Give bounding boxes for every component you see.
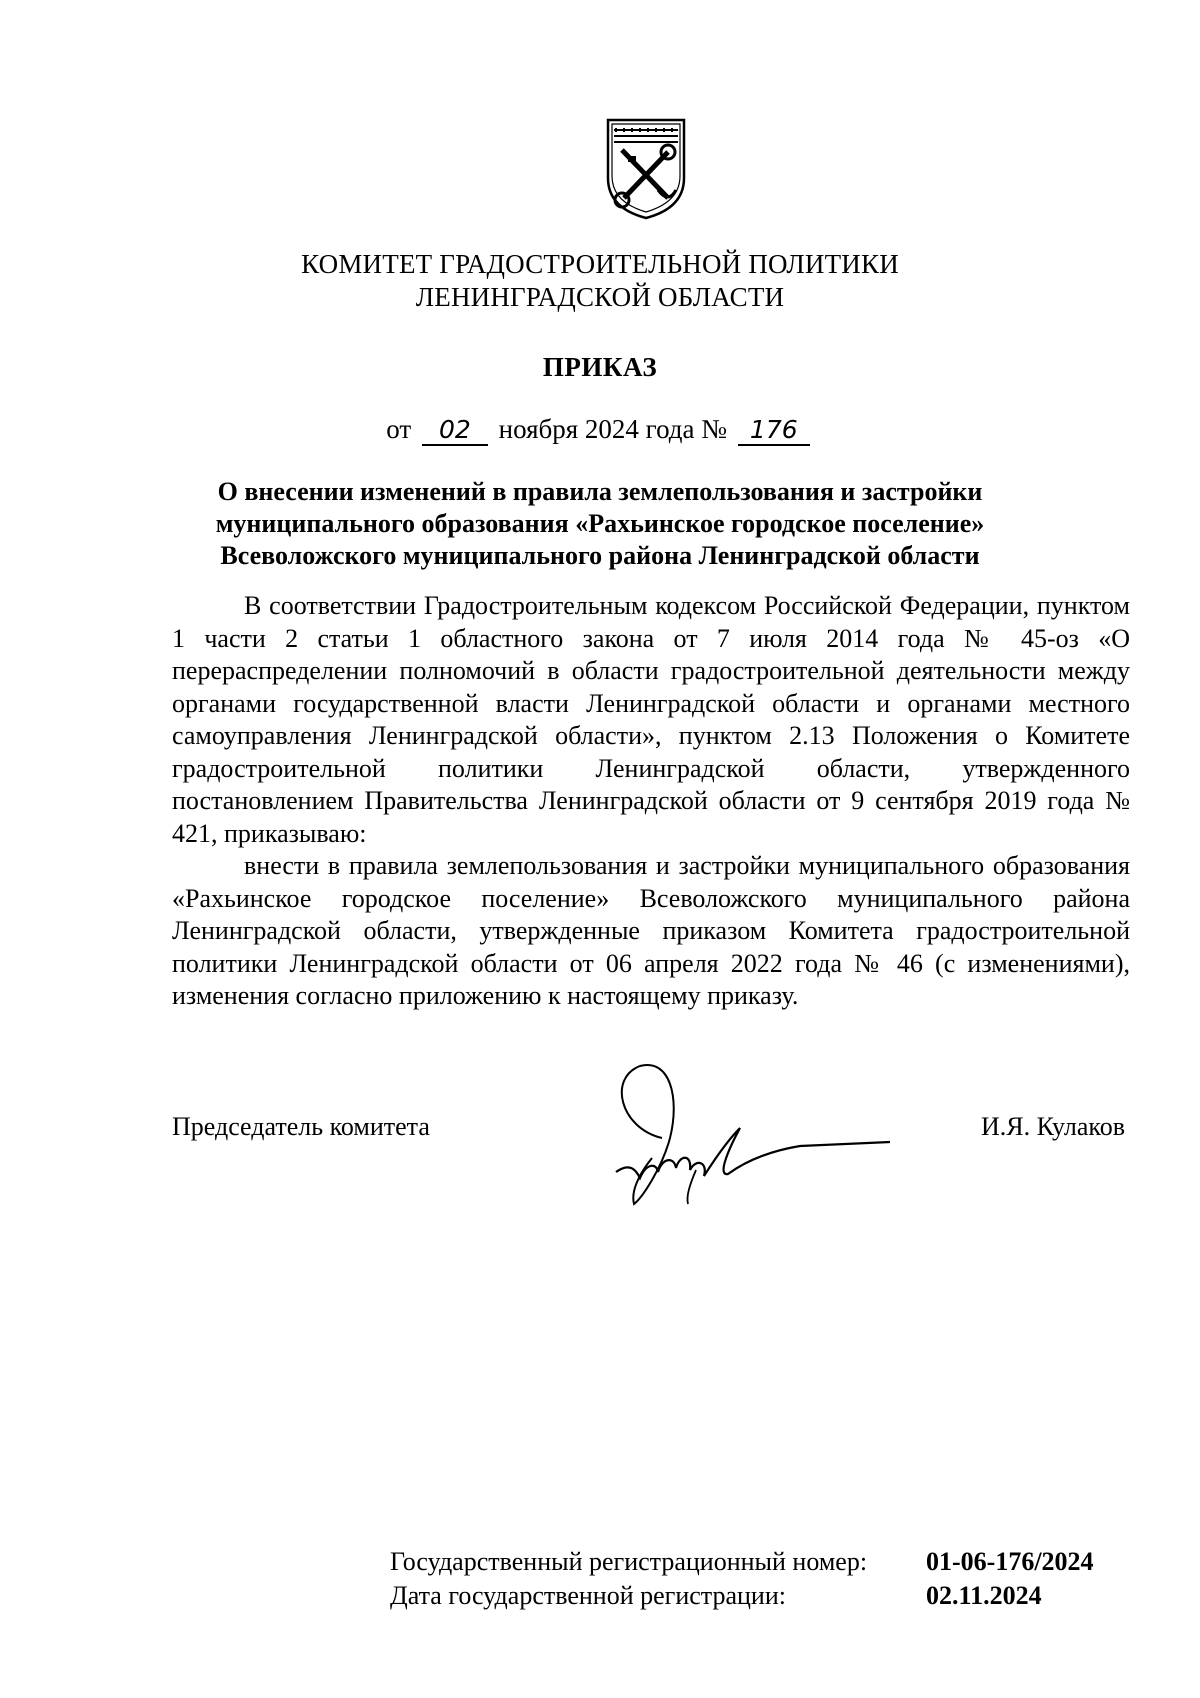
body-paragraph-2: внести в правила землепользования и застройки муниципального образования «Рахьинское городское поселение» Всеволожского муниципального района Ленинградской области, утвержденные приказом Комитета градостроительной политики Ленинградской области от 06 апреля 2022 года № 46 (с изменениями), изменения согласно приложению к настоящему приказу.: [172, 851, 1130, 1010]
registration-date-value: 02.11.2024: [926, 1581, 1042, 1610]
order-subject: [0, 476, 1200, 572]
subject-line-3: Всеволожского муниципального района Ленинградской области: [220, 541, 980, 570]
order-body: [172, 590, 1130, 1013]
signer-position: Председатель комитета: [172, 1112, 430, 1141]
subject-line-2: муниципального образования «Рахьинское городское поселение»: [215, 509, 985, 538]
handwritten-signature: [600, 1058, 890, 1208]
body-paragraph-1: В соответствии Градостроительным кодексом Российской Федерации, пунктом 1 части 2 статьи 1 областного закона от 7 июля 2014 года № 45-оз «О перераспределении полномочий в области градостроительной деятельности между органами государственной власти Ленинградской области и органами местного самоуправления Ленинградской области», пунктом 2.13 Положения о Комитете градостроительной политики Ленинградской области, утвержденного постановлением Правительства Ленинградской области от 9 сентября 2019 года № 421, приказываю:: [172, 591, 1130, 848]
handwritten-order-number: 176: [738, 416, 810, 446]
organization-line-1: КОМИТЕТ ГРАДОСТРОИТЕЛЬНОЙ ПОЛИТИКИ: [301, 249, 899, 279]
registration-number-label: Государственный регистрационный номер:: [390, 1547, 868, 1576]
date-prefix: от: [386, 414, 412, 444]
document-type: ПРИКАЗ: [542, 352, 658, 382]
month-year-label: ноября 2024 года №: [498, 414, 728, 444]
registration-number-value: 01-06-176/2024: [926, 1547, 1094, 1576]
registration-block: [390, 1545, 1094, 1613]
signer-name: И.Я. Кулаков: [981, 1112, 1125, 1141]
subject-line-1: О внесении изменений в правила землепользования и застройки: [217, 477, 983, 506]
registration-date-row: [390, 1579, 1094, 1613]
registration-number-row: [390, 1545, 1094, 1579]
registration-date-label: Дата государственной регистрации:: [390, 1581, 786, 1610]
coat-of-arms-icon: [604, 116, 688, 222]
order-date-line: [0, 412, 1200, 446]
organization-title: [0, 248, 1200, 314]
handwritten-day: 02: [422, 416, 488, 446]
organization-line-2: ЛЕНИНГРАДСКОЙ ОБЛАСТИ: [415, 282, 785, 312]
